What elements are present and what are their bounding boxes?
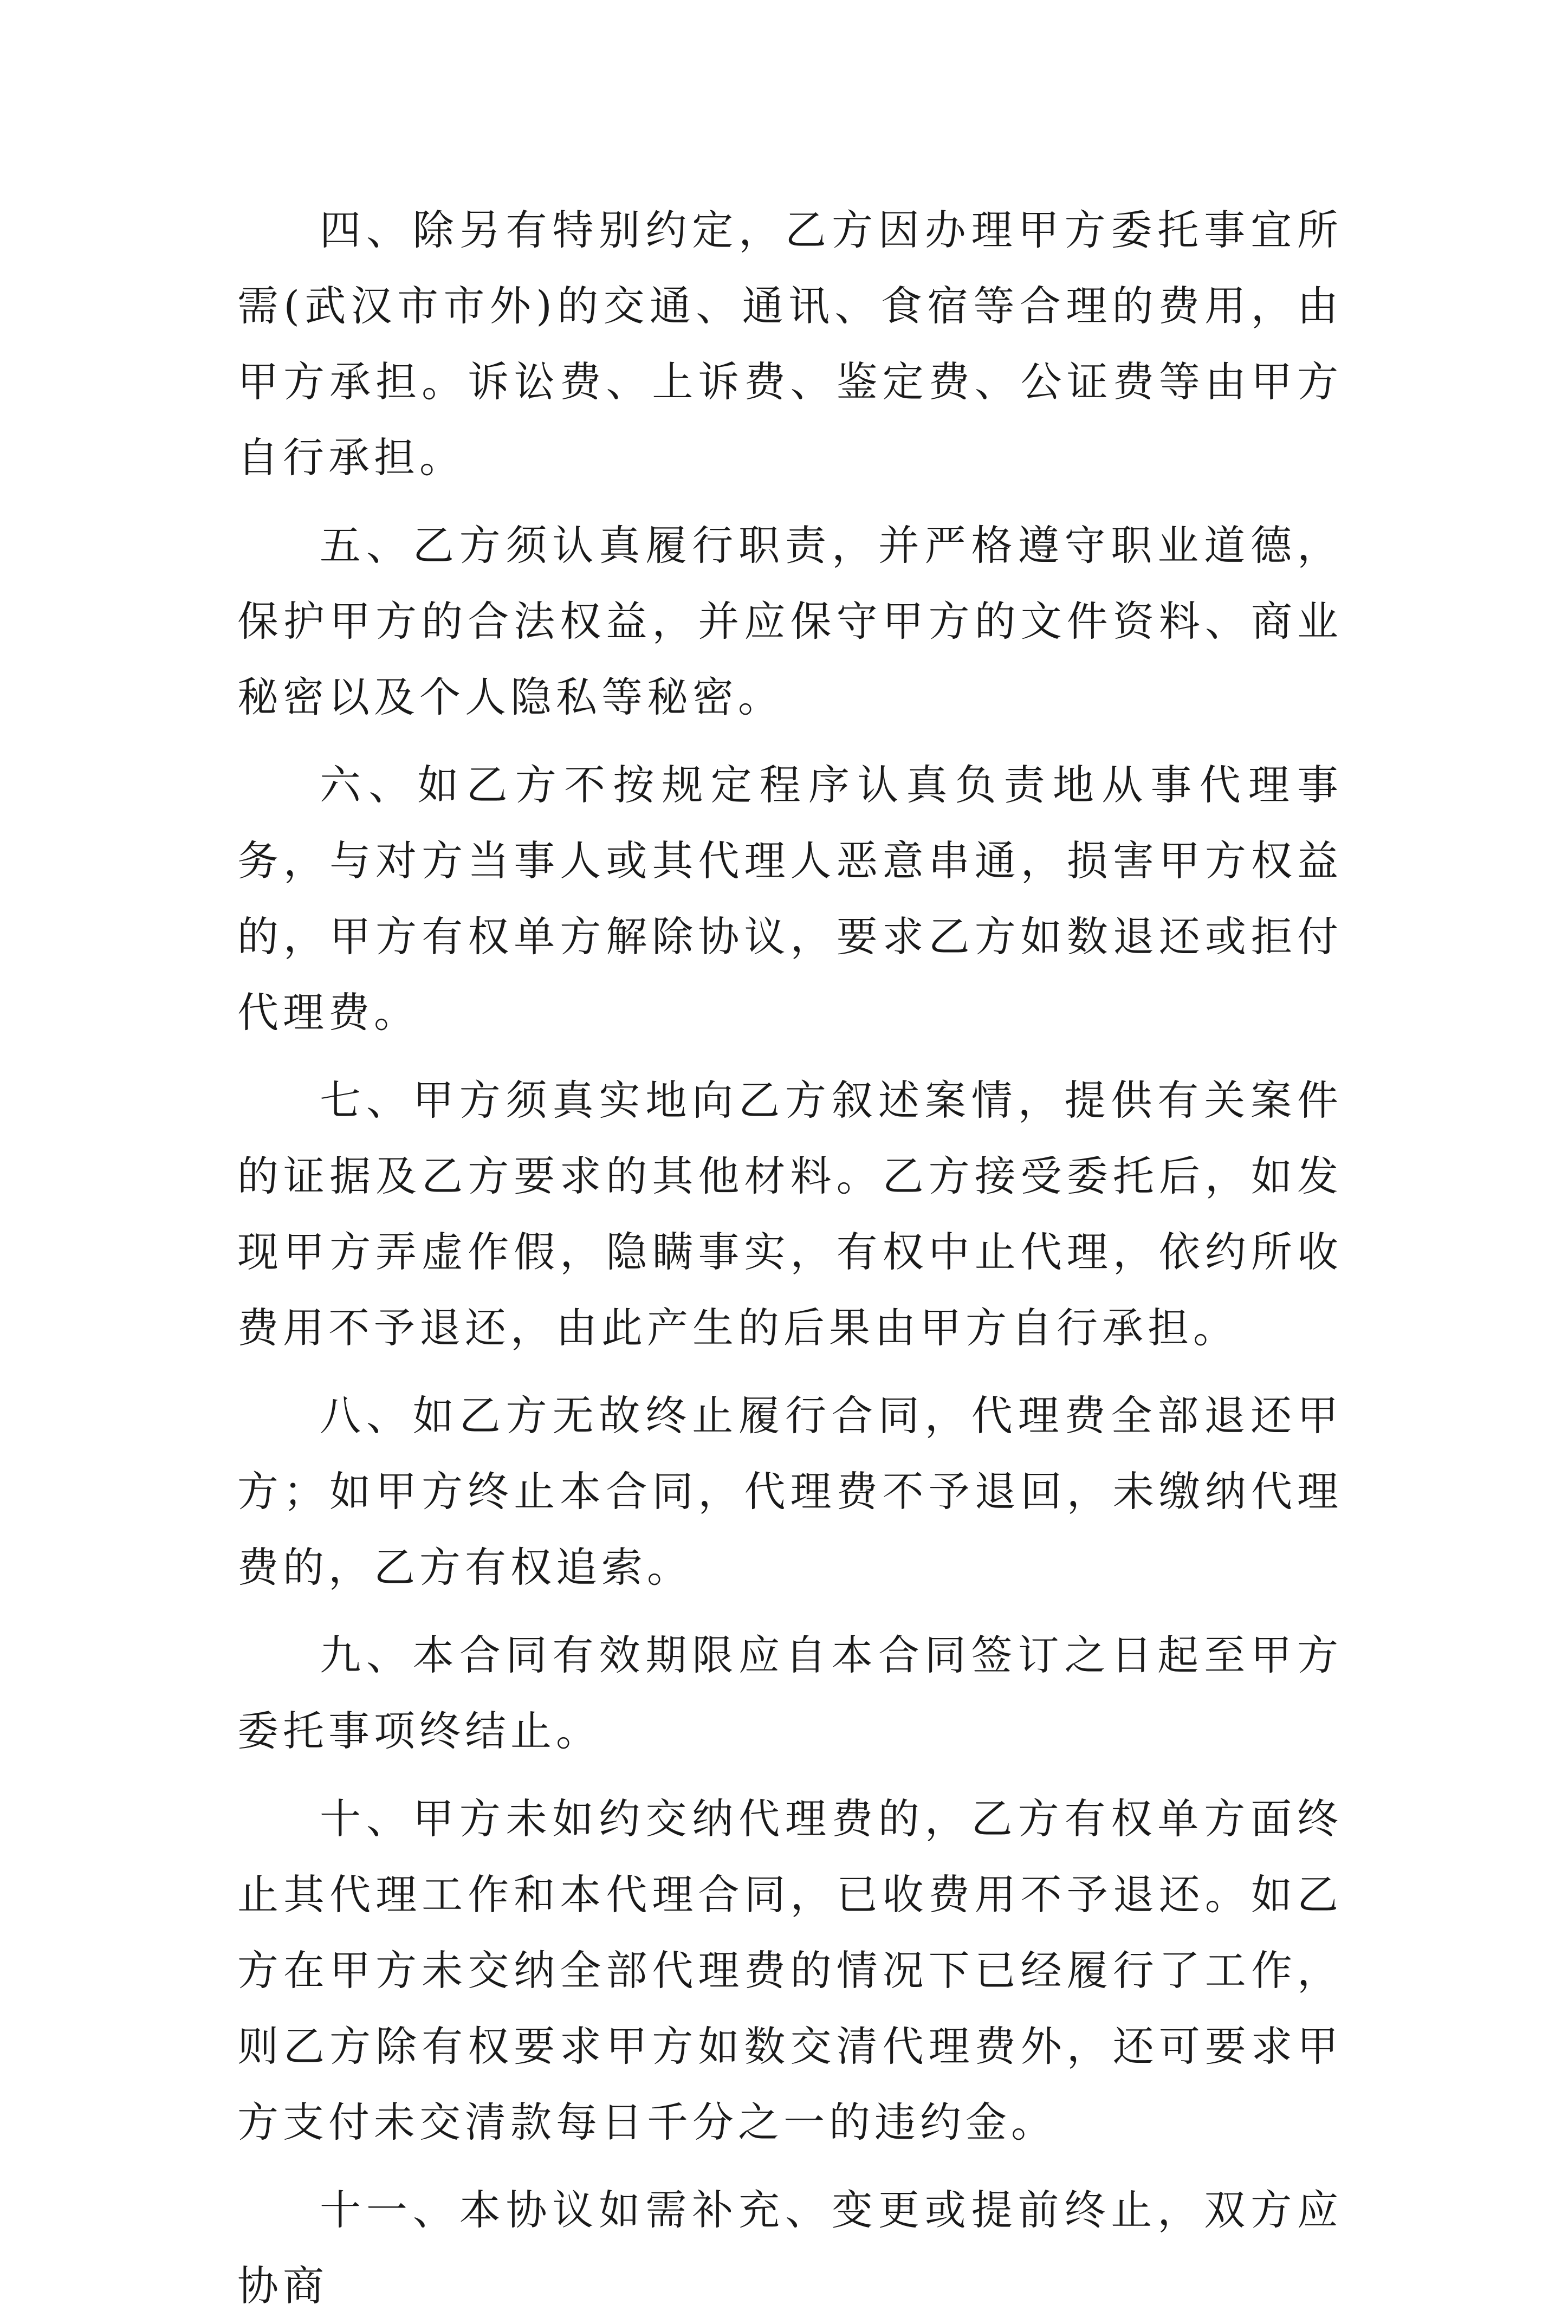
clause-5: 五、乙方须认真履行职责，并严格遵守职业道德，保护甲方的合法权益，并应保守甲方的文件资料、商业秘密以及个人隐私等秘密。 bbox=[237, 521, 1343, 721]
clause-10: 十、甲方未如约交纳代理费的，乙方有权单方面终止其代理工作和本代理合同，已收费用不予退还。如乙方在甲方未交纳全部代理费的情况下已经履行了工作，则乙方除有权要求甲方如数交清代理费外，还可要求甲方支付未交清款每日千分之一的违约金。 bbox=[237, 1795, 1343, 2146]
clause-9: 九、本合同有效期限应自本合同签订之日起至甲方委托事项终结止。 bbox=[237, 1631, 1343, 1755]
document-body bbox=[237, 192, 1343, 2324]
clause-11: 十一、本协议如需补充、变更或提前终止，双方应协商 bbox=[237, 2186, 1343, 2310]
clause-4: 四、除另有特别约定，乙方因办理甲方委托事宜所需(武汉市市外)的交通、通讯、食宿等合理的费用，由甲方承担。诉讼费、上诉费、鉴定费、公证费等由甲方自行承担。 bbox=[237, 206, 1343, 482]
clause-6: 六、如乙方不按规定程序认真负责地从事代理事务，与对方当事人或其代理人恶意串通，损害甲方权益的，甲方有权单方解除协议，要求乙方如数退还或拒付代理费。 bbox=[237, 761, 1343, 1037]
clause-7: 七、甲方须真实地向乙方叙述案情，提供有关案件的证据及乙方要求的其他材料。乙方接受委托后，如发现甲方弄虚作假，隐瞒事实，有权中止代理，依约所收费用不予退还，由此产生的后果由甲方自行承担。 bbox=[237, 1076, 1343, 1352]
clause-8: 八、如乙方无故终止履行合同，代理费全部退还甲方；如甲方终止本合同，代理费不予退回，未缴纳代理费的，乙方有权追索。 bbox=[237, 1391, 1343, 1591]
